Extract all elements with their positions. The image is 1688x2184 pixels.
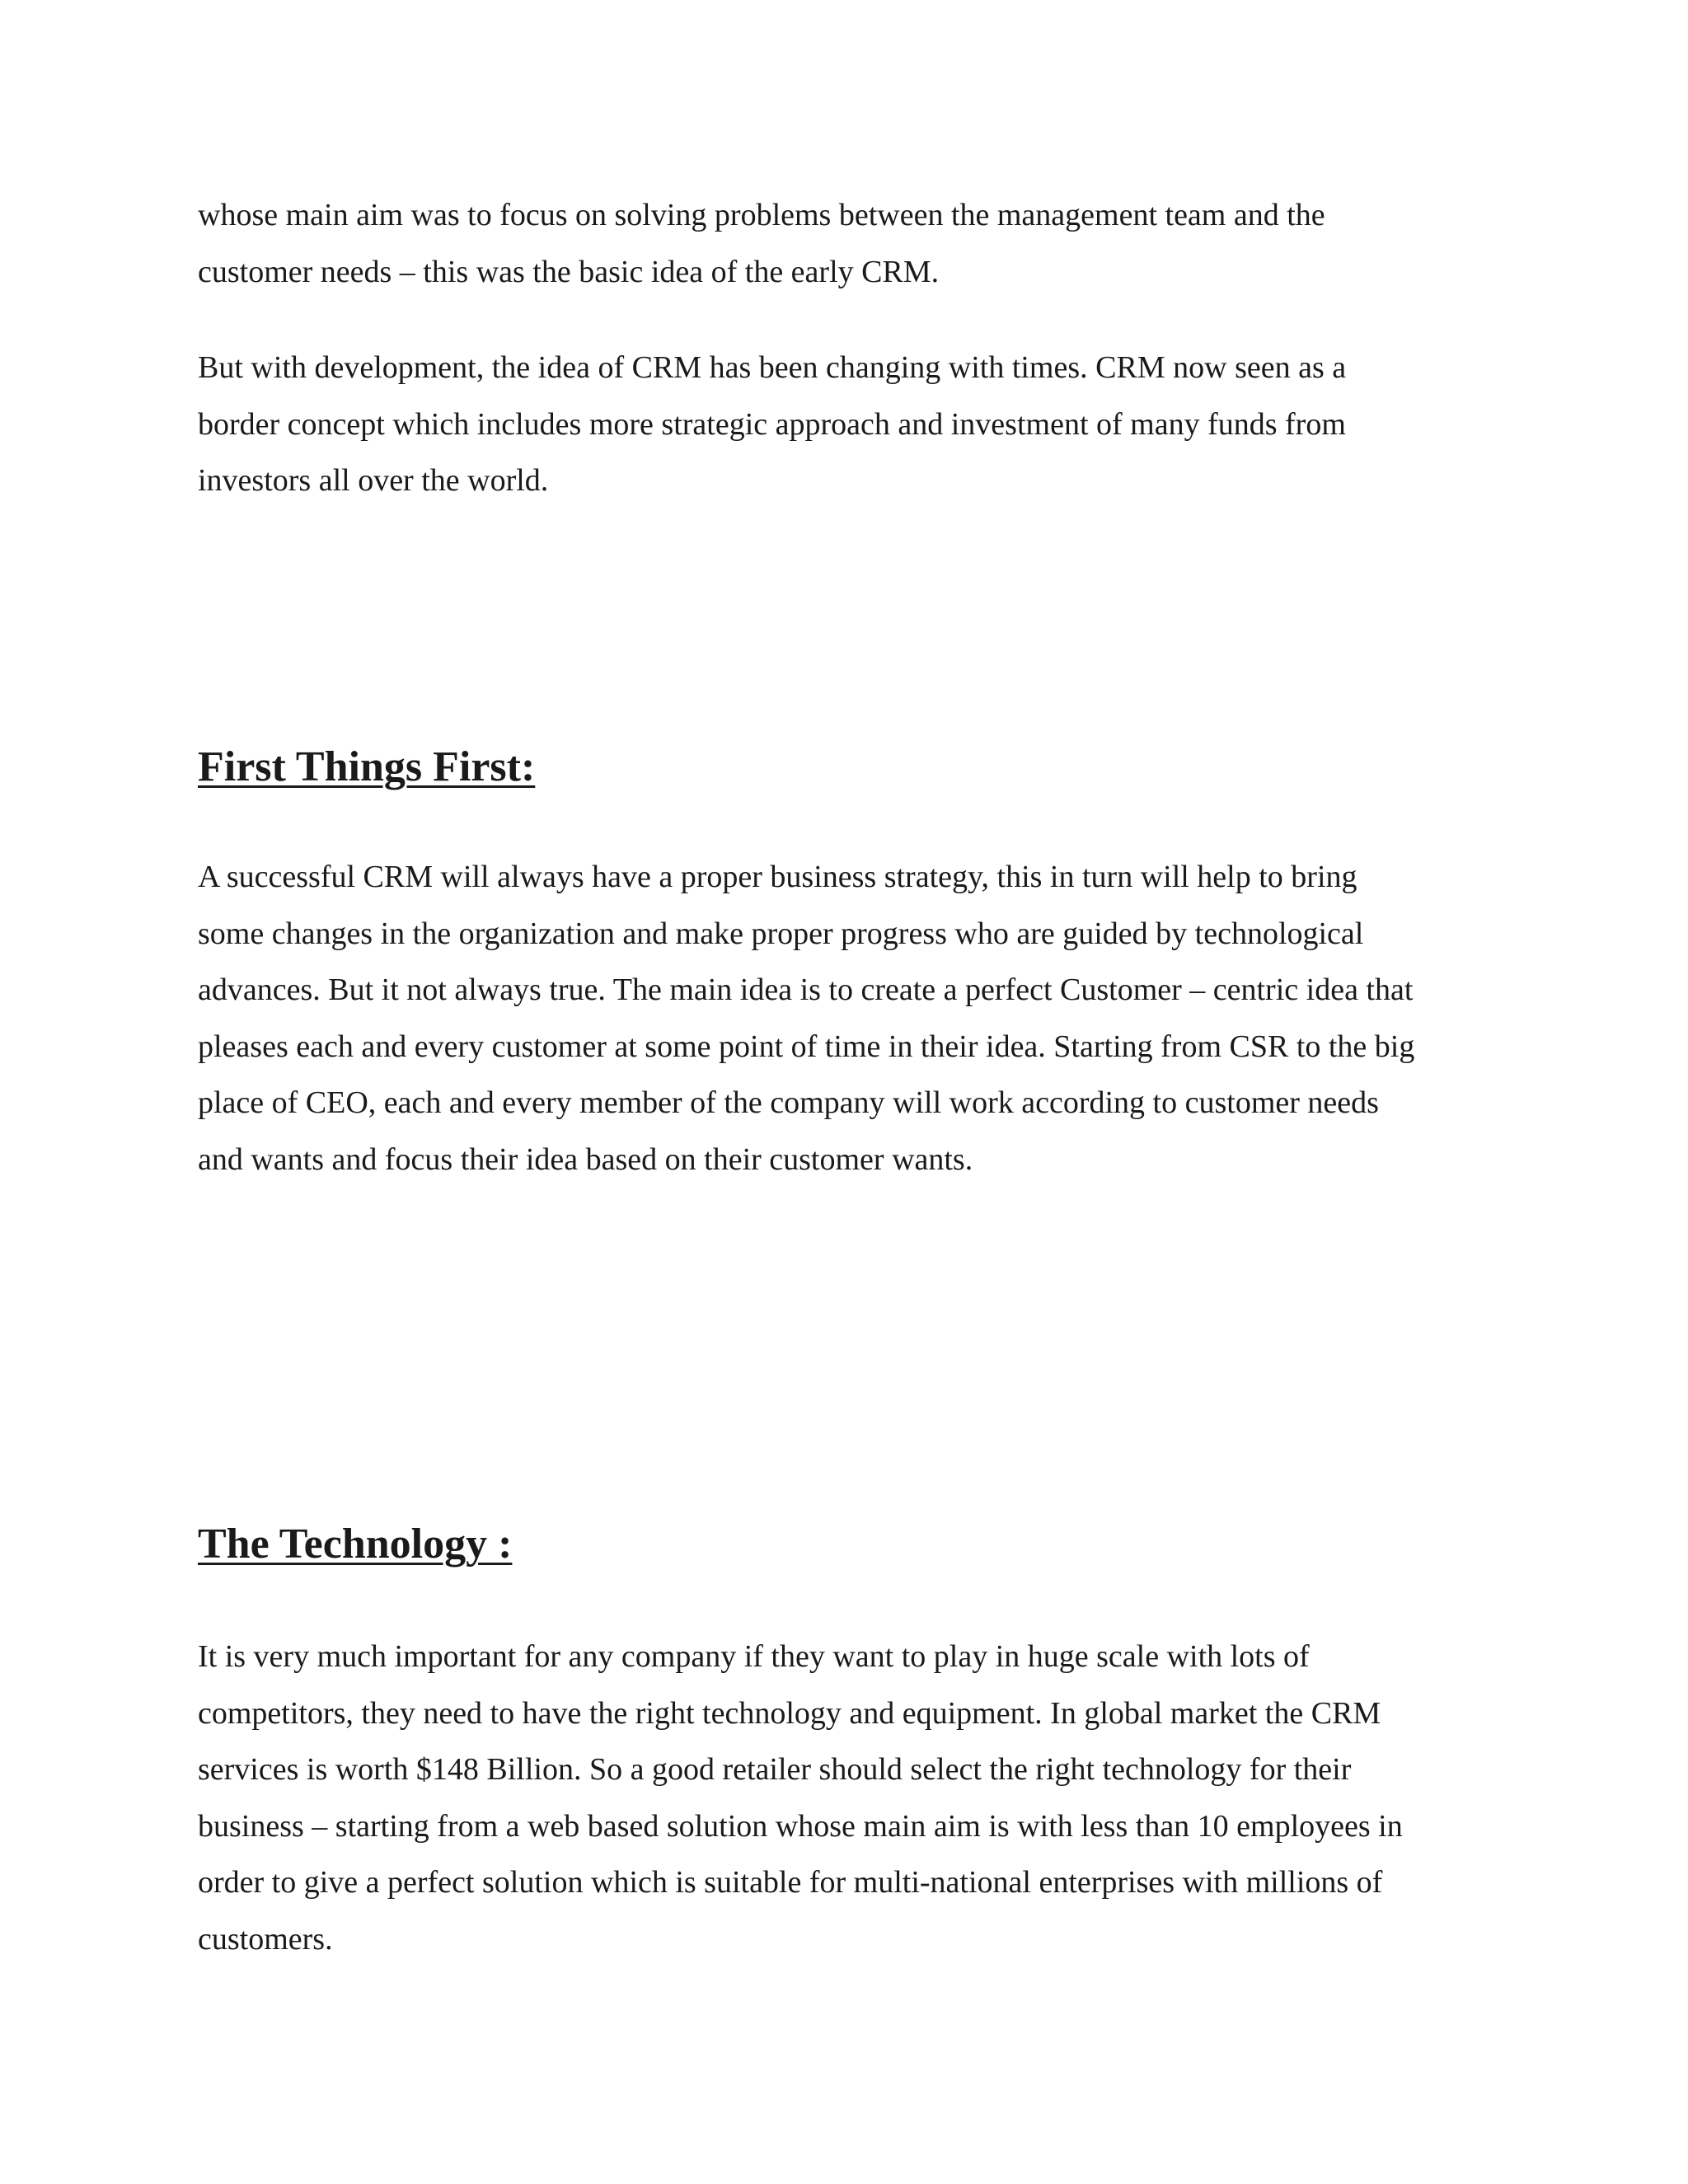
text-line: order to give a perfect solution which is suitable for multi-national enterprises with millions of (198, 1865, 1383, 1900)
text-line: place of CEO, each and every member of the company will work according to customer needs (198, 1085, 1379, 1120)
text-line: business – starting from a web based solution whose main aim is with less than 10 employees in (198, 1808, 1403, 1844)
text-line: A successful CRM will always have a proper business strategy, this in turn will help to bring (198, 860, 1357, 894)
text-line: whose main aim was to focus on solving problems between the management team and the (198, 198, 1325, 232)
section-heading-first-things-first: First Things First: (198, 743, 536, 790)
section-heading-the-technology: The Technology : (198, 1521, 513, 1568)
text-line: and wants and focus their idea based on their customer wants. (198, 1141, 973, 1177)
text-line: border concept which includes more strategic approach and investment of many funds from (198, 406, 1346, 442)
text-line: customer needs – this was the basic idea of the early CRM. (198, 254, 940, 289)
text-line: It is very much important for any company if they want to play in huge scale with lots of (198, 1639, 1310, 1674)
first-things-first-paragraph (198, 849, 1484, 1188)
text-line: But with development, the idea of CRM has been changing with times. CRM now seen as a (198, 350, 1347, 385)
text-line: some changes in the organization and make proper progress who are guided by technological (198, 916, 1364, 951)
text-line: investors all over the world. (198, 463, 549, 498)
text-line: pleases each and every customer at some point of time in their idea. Starting from CSR to the big (198, 1029, 1415, 1064)
text-line: advances. But it not always true. The main idea is to create a perfect Customer – centric idea that (198, 972, 1414, 1007)
text-line: services is worth $148 Billion. So a good retailer should select the right technology for their (198, 1752, 1352, 1787)
intro-paragraph-2 (198, 340, 1484, 509)
the-technology-paragraph (198, 1629, 1484, 1967)
text-line: competitors, they need to have the right technology and equipment. In global market the CRM (198, 1695, 1381, 1731)
text-line: customers. (198, 1921, 333, 1957)
intro-paragraph-1 (198, 187, 1484, 300)
